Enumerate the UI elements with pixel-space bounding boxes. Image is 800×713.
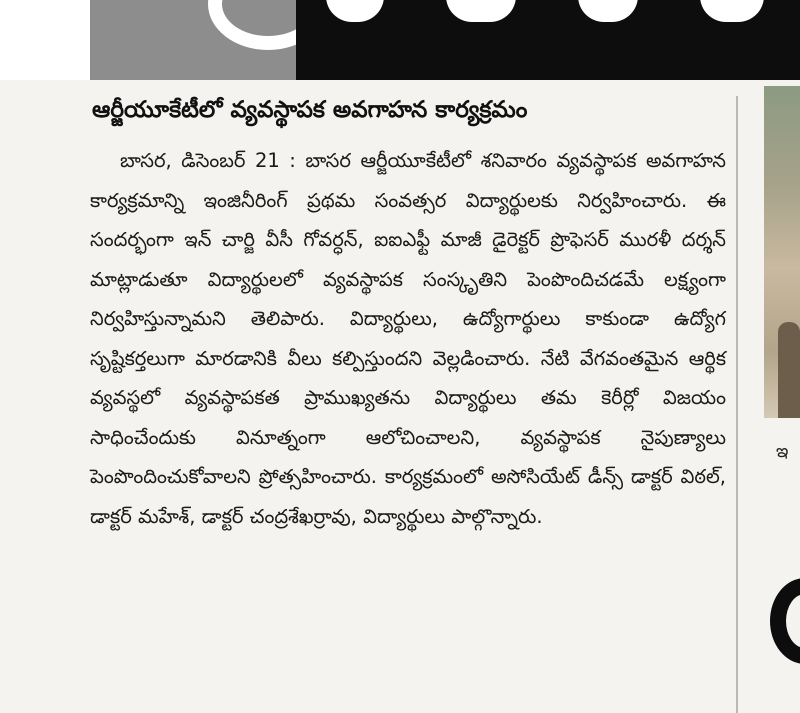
article-headline: ఆర్జీయూకేటీలో వ్యవస్థాపక అవగాహన కార్యక్రమం — [92, 97, 528, 123]
photo-caption: ఇ — [776, 441, 789, 462]
masthead-banner-letter — [326, 0, 384, 22]
masthead-banner-letter — [700, 0, 764, 22]
photo-figure — [778, 322, 800, 418]
masthead-grey-block — [90, 0, 296, 80]
next-headline-glyph — [770, 578, 800, 664]
news-photo — [764, 86, 800, 418]
column-divider — [736, 96, 738, 713]
masthead-margin — [0, 0, 90, 80]
masthead-black-banner — [296, 0, 800, 80]
article-body: బాసర, డిసెంబర్ 21 : బాసర ఆర్జీయూకేటీలో శనివారం వ్యవస్థాపక అవగాహన కార్యక్రమాన్ని ఇంజినీరింగ్ ప్రథమ సంవత్సర విద్యార్థులకు నిర్వహించారు. ఈ సందర్భంగా ఇన్ చార్జి వీసీ గోవర్ధన్, ఐఐఎఫ్టీ మాజీ డైరెక్టర్ ప్రొఫెసర్ మురళీ దర్శన్ మాట్లాడుతూ విద్యార్థులలో వ్యవస్థాపక సంస్కృతిని పెంపొందిచడమే లక్ష్యంగా నిర్వహిస్తున్నామని తెలిపారు. విద్యార్థులు, ఉద్యోగార్థులు కాకుండా ఉద్యోగ సృష్టికర్తలుగా మారడానికి వీలు కల్పిస్తుందని వెల్లడించారు. నేటి వేగవంతమైన ఆర్థిక వ్యవస్థలో వ్యవస్థాపకత ప్రాముఖ్యతను విద్యార్థులు తమ కెరీర్లో విజయం సాధించేందుకు వినూత్నంగా ఆలోచించాలని, వ్యవస్థాపక నైపుణ్యాలు పెంపొందించుకోవాలని ప్రోత్సహించారు. కార్యక్రమంలో అసోసియేట్ డీన్స్ డాక్టర్ విఠల్, డాక్టర్ మహేశ్, డాక్టర్ చంద్రశేఖర్రావు, విద్యార్థులు పాల్గొన్నారు. — [90, 149, 726, 528]
masthead-banner-letter — [578, 0, 638, 22]
masthead-banner-letter — [446, 0, 516, 22]
next-article-headline-fragment — [768, 578, 800, 670]
